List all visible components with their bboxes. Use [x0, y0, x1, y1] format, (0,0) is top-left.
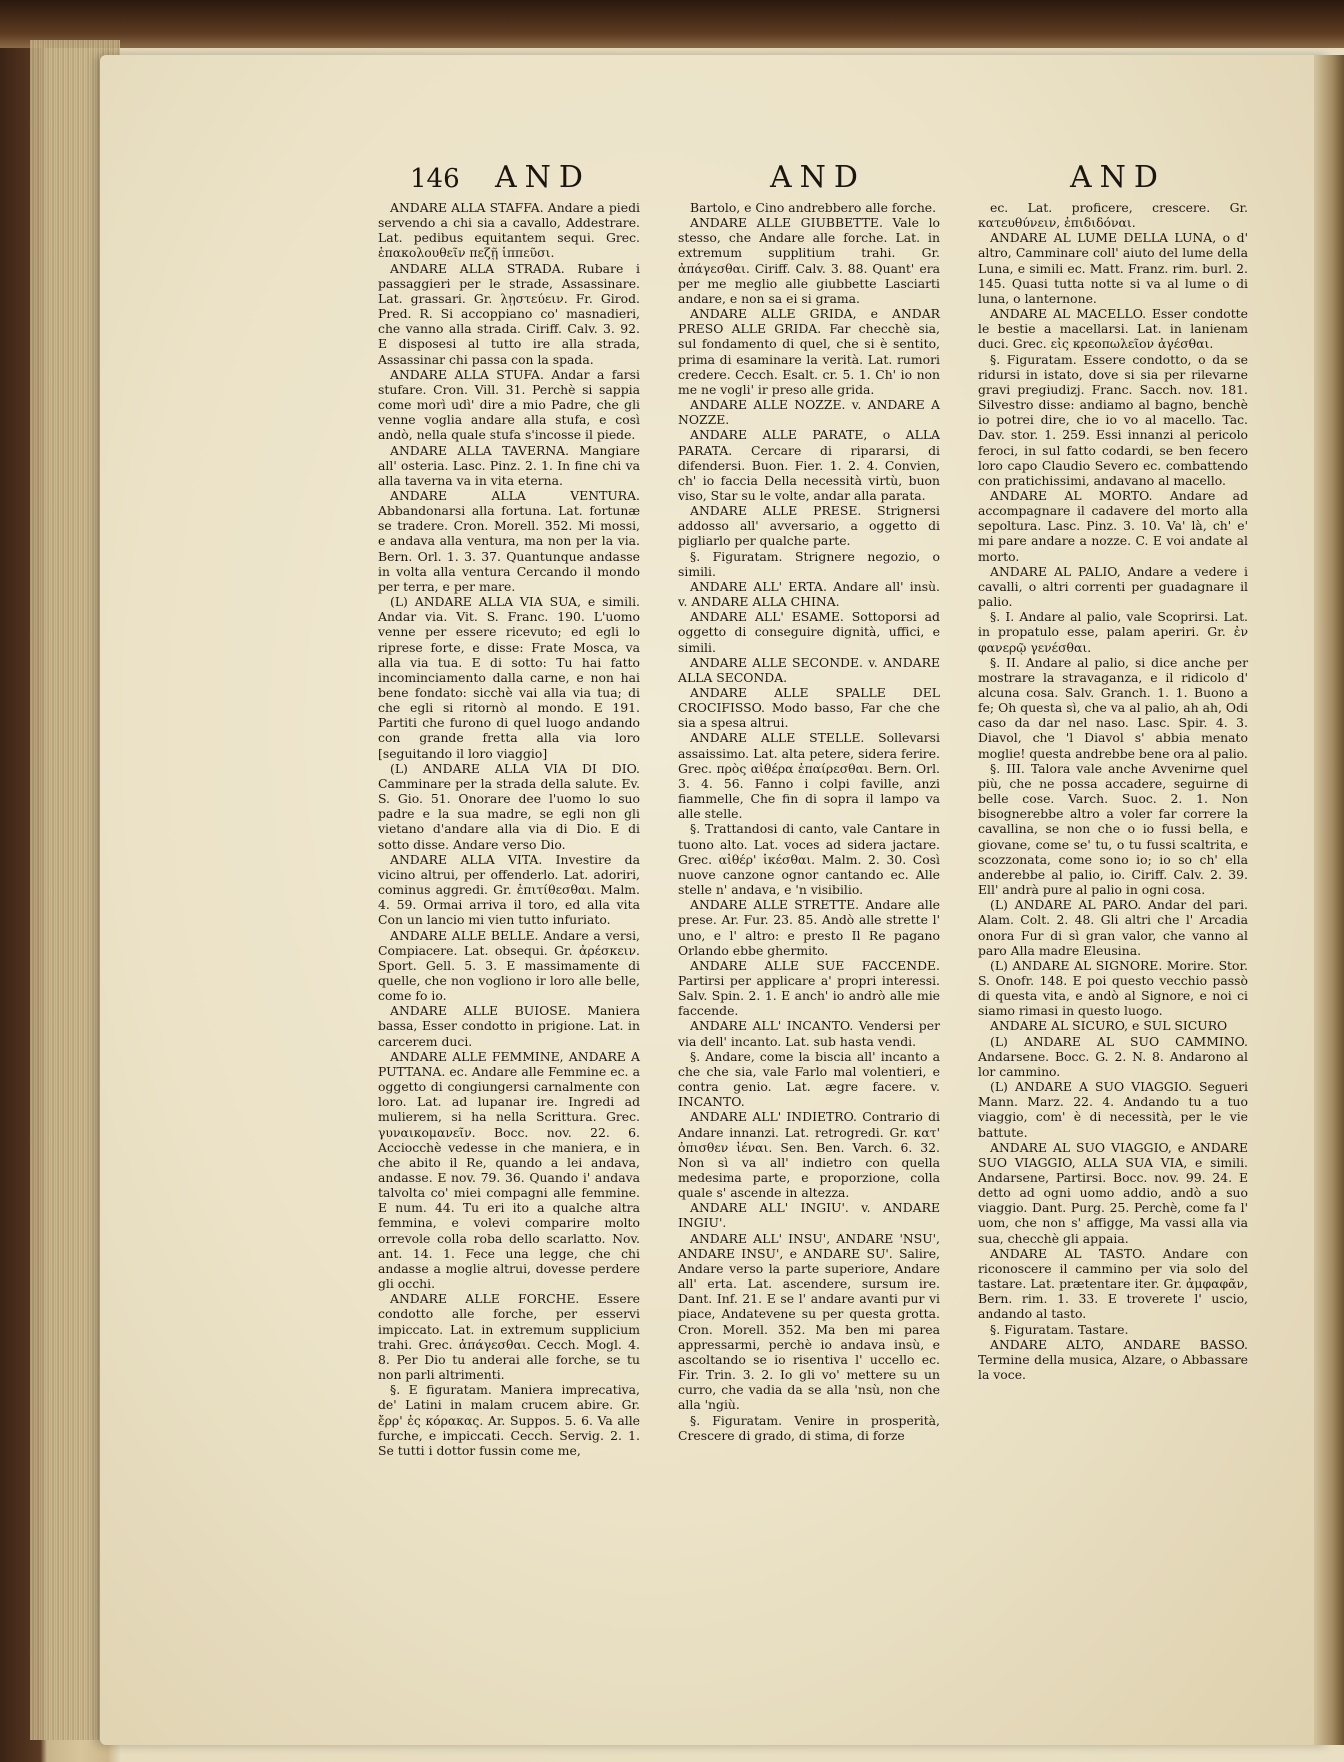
dictionary-entry: ANDARE ALLE NOZZE. v. ANDARE A NOZZE. [678, 397, 940, 428]
dictionary-entry: ANDARE ALLE BELLE. Andare a versi, Compiacere. Lat. obsequi. Gr. ἀρέσκειν. Sport. Gell. 5. 3. E massimamente di quelle, che non vogliono ir loro alle belle, come fo io. [378, 927, 640, 1004]
page-header [410, 160, 1170, 200]
dictionary-entry: ANDARE AL MACELLO. Esser condotte le bestie a macellarsi. Lat. in lanienam duci. Grec. εἰς κρεοπωλεῖον ἀγέσθαι. [978, 306, 1248, 352]
dictionary-entry: ANDARE AL PALIO, Andare a vedere i cavalli, o altri correnti per guadagnare il palio. [978, 563, 1248, 610]
running-head-left: AND [495, 160, 591, 195]
dictionary-entry: Bartolo, e Cino andrebbero alle forche. [690, 200, 937, 215]
dictionary-entry: ANDARE ALLE BUIOSE. Maniera bassa, Esser condotto in prigione. Lat. in carcerem duci. [378, 1003, 640, 1049]
dictionary-entry: §. II. Andare al palio, si dice anche per mostrare la stravaganza, e il ridicolo d' alcuna cosa. Salv. Granch. 1. 1. Buono a fe; Oh questa sì, che va al palio, ah ah, Odi caso da dar nel naso. Lasc. Spir. 4. 3. Diavol, che 'l Diavol s' abbia menato moglie! questa andrebbe bene ora al palio. [978, 654, 1248, 761]
dictionary-entry: ANDARE ALLE GIUBBETTE. Vale lo stesso, che Andare alle forche. Lat. in extremum supplitium trahi. Gr. ἀπάγεσθαι. Ciriff. Calv. 3. 88. Quant' era per me meglio alle giubbette Lasciarti andare, e non sa ei si grama. [678, 215, 940, 306]
column-3 [978, 200, 1248, 1382]
dictionary-entry: ANDARE ALL' ERTA. Andare all' insù. v. ANDARE ALLA CHINA. [678, 578, 940, 610]
running-head-center: AND [770, 160, 866, 195]
book-top-edge [0, 0, 1344, 48]
dictionary-entry: ANDARE ALLE SECONDE. v. ANDARE ALLA SECONDA. [678, 654, 940, 685]
dictionary-entry: ANDARE AL SICURO, e SUL SICURO [990, 1018, 1228, 1034]
dictionary-entry: §. Trattandosi di canto, vale Cantare in tuono alto. Lat. voces ad sidera jactare. Grec. αἰθέρ' ἱκέσθαι. Malm. 2. 30. Così nuove canzone ognor cantando ec. Alle stelle n' andava, e 'n visibilio. [678, 821, 940, 898]
dictionary-entry: ANDARE ALLE SPALLE DEL CROCIFISSO. Modo basso, Far che che sia a spesa altrui. [678, 685, 940, 731]
book-gutter [1314, 55, 1344, 1745]
dictionary-entry: ANDARE ALL' ESAME. Sottoporsi ad oggetto di conseguire dignità, uffici, e simili. [678, 609, 940, 655]
dictionary-entry: §. III. Talora vale anche Avvenirne quel più, che ne possa accadere, seguirne di belle cose. Varch. Suoc. 2. 1. Non bisognerebbe altro a voler far correre la cavallina, se non che o io fussi bella, e giovane, come se' tu, o tu fussi scaltrita, e scozzonata, come sono io; io so ch' ella anderebbe al palio, io. Ciriff. Calv. 2. 39. Ell' andrà pure al palio in ogni cosa. [978, 760, 1248, 898]
column-2 [678, 200, 940, 1443]
dictionary-entry: ANDARE ALLE PRESE. Strignersi addosso all' avversario, a oggetto di pigliarlo per qualche parte. [678, 503, 940, 549]
dictionary-entry: ANDARE ALLA STUFA. Andar a farsi stufare. Cron. Vill. 31. Perchè si sappia come morì udì' dire a mio Padre, che gli venne voglia andare alla stufa, e così andò, nella quale stufa s'incosse il piede. [378, 366, 640, 443]
page-number: 146 [410, 164, 460, 194]
dictionary-entry: ANDARE AL SUO VIAGGIO, e ANDARE SUO VIAGGIO, ALLA SUA VIA, e simili. Andarsene, Partirsi. Bocc. nov. 99. 24. E detto ad ogni uomo addio, andò a suo viaggio. Dant. Purg. 25. Perchè, come fa l' uom, che non s' affigge, Ma vassi alla via sua, checchè gli appaia. [978, 1139, 1248, 1246]
dictionary-entry: §. Figuratam. Essere condotto, o da se ridursi in istato, dove si sia per rilevarne gravi pregiudizj. Franc. Sacch. nov. 181. Silvestro disse: andiamo al bagno, benchè io potrei dire, che io vo al macello. Tac. Dav. stor. 1. 259. Essi innanzi al pericolo feroci, in sul fatto codardi, se ben fecero loro capo Claudio Severo ec. combattendo con pratichissimi, andavano al macello. [978, 351, 1248, 488]
dictionary-entry: ANDARE AL TASTO. Andare con riconoscere il cammino per via solo del tastare. Lat. prætentare iter. Gr. ἀμφαφᾶν, Bern. rim. 1. 33. E troverete l' uscio, andando al tasto. [978, 1245, 1248, 1322]
dictionary-entry: ANDARE ALLE GRIDA, e ANDAR PRESO ALLE GRIDA. Far checchè sia, sul fondamento di quel, che si è sentito, prima di esaminare la verità. Lat. rumori credere. Cecch. Esalt. cr. 5. 1. Ch' io non me ne vogli' ir preso alle grida. [678, 306, 940, 397]
dictionary-entry: ANDARE ALLA VITA. Investire da vicino altrui, per offenderlo. Lat. adoriri, cominus aggredi. Gr. ἐπιτίθεσθαι. Malm. 4. 59. Ormai arriva il toro, ed alla vita Con un lancio mi vien tutto infuriato. [378, 851, 640, 928]
dictionary-entry: ANDARE ALL' INCANTO. Vendersi per via dell' incanto. Lat. sub hasta vendi. [678, 1018, 940, 1049]
dictionary-entry: ANDARE ALTO, ANDARE BASSO. Termine della musica, Alzare, o Abbassare la voce. [978, 1336, 1248, 1383]
dictionary-entry: (L) ANDARE ALLA VIA DI DIO. Camminare per la strada della salute. Ev. S. Gio. 51. Onorare dee l'uomo lo suo padre e la sua madre, se egli non gli vietano d'andare alla via di Dio. E di sotto disse. Andare verso Dio. [378, 760, 640, 852]
dictionary-entry: ANDARE ALLE SUE FACCENDE. Partirsi per applicare a' propri interessi. Salv. Spin. 2. 1. E anch' io andrò alle mie faccende. [678, 957, 940, 1019]
dictionary-entry: ANDARE ALLE STRETTE. Andare alle prese. Ar. Fur. 23. 85. Andò alle strette l' uno, e l' altro: e presto Il Re pagano Orlando ebbe ghermito. [678, 897, 940, 958]
dictionary-entry: ANDARE ALLE FEMMINE, ANDARE A PUTTANA. ec. Andare alle Femmine ec. a oggetto di congiungersi carnalmente con loro. Lat. ad lupanar ire. Ingredi ad mulierem, si ha nella Scrittura. Grec. γυναικομανεῖν. Bocc. nov. 22. 6. Acciocchè vedesse in che maniera, e in che abito il Re, quando a lei andava, andasse. E nov. 79. 36. Quando i' andava talvolta co' miei compagni alle femmine. E num. 44. Tu eri ito a qualche altra femmina, e volevi comparire molto orrevole colla roba dello scarlatto. Nov. ant. 14. 1. Fece una legge, che chi andasse a moglie altrui, dovesse perdere gli occhi. [378, 1048, 640, 1292]
dictionary-entry: §. E figuratam. Maniera imprecativa, de' Latini in malam crucem abire. Gr. ἔρρ' ἐς κόρακας. Ar. Suppos. 5. 6. Va alle furche, e impiccati. Cecch. Servig. 2. 1. Se tutti i dottor fussin come me, [378, 1382, 640, 1458]
dictionary-entry: ANDARE ALLA STAFFA. Andare a piedi servendo a chi sia a cavallo, Addestrare. Lat. pedibus equitantem sequi. Grec. ἑπακολουθεῖν πεζῇ ἱππεῦσι. [378, 200, 640, 261]
dictionary-entry: ANDARE ALL' INSU', ANDARE 'NSU', ANDARE INSU', e ANDARE SU'. Salire, Andare verso la parte superiore, Andare all' erta. Lat. ascendere, sursum ire. Dant. Inf. 21. E se l' andare avanti pur vi piace, Andatevene su per questa grotta. Cron. Morell. 352. Ma ben mi parea appressarmi, perchè io andava insù, e ascoltando se io risentiva l' uccello ec. Fir. Trin. 3. 2. Io gli vo' mettere su un curro, che vadia da se alla 'nsù, non che alla 'ngiù. [678, 1230, 940, 1413]
dictionary-entry: ANDARE ALLE FORCHE. Essere condotto alle forche, per esservi impiccato. Lat. in extremum supplicium trahi. Grec. ἀπάγεσθαι. Cecch. Mogl. 4. 8. Per Dio tu anderai alle forche, se tu non parli altrimenti. [378, 1291, 640, 1383]
dictionary-entry: ANDARE ALLE PARATE, o ALLA PARATA. Cercare di ripararsi, di difendersi. Buon. Fier. 1. 2. 4. Convien, ch' io faccia Della necessità virtù, buon viso, Star su le volte, andar alla parata. [678, 427, 940, 503]
dictionary-entry: (L) ANDARE AL PARO. Andar del pari. Alam. Colt. 2. 48. Gli altri che l' Arcadia onora Fur di sì gran valor, che vanno al paro Alla madre Eleusina. [978, 897, 1248, 958]
column-1 [378, 200, 640, 1458]
dictionary-entry: ANDARE ALL' INDIETRO. Contrario di Andare innanzi. Lat. retrogredi. Gr. κατ' ὀπισθεν ἰέναι. Sen. Ben. Varch. 6. 32. Non sì va all' indietro con quella medesima parte, e proporzione, colla quale s' ascende in altezza. [678, 1109, 940, 1201]
running-head-right: AND [1070, 160, 1166, 195]
dictionary-entry: ANDARE ALLA TAVERNA. Mangiare all' osteria. Lasc. Pinz. 2. 1. In fine chi va alla taverna va in vita eterna. [378, 442, 640, 488]
dictionary-entry: §. I. Andare al palio, vale Scoprirsi. Lat. in propatulo esse, palam aperiri. Gr. ἐν φανερῷ γενέσθαι. [978, 609, 1248, 655]
dictionary-entry: (L) ANDARE ALLA VIA SUA, e simili. Andar via. Vit. S. Franc. 190. L'uomo venne per essere ricevuto; ed egli lo riprese forte, e disse: Frate Mosca, va alla via tua. E di sotto: Tu hai fatto incominciamento dalla carne, e non hai bene fondato: sicchè vai alla via tua; di che egli si ritornò al mondo. E 191. Partiti che furono di quel luogo andando con grande fretta alla via loro [seguitando il loro viaggio] [378, 594, 640, 761]
dictionary-entry: ANDARE AL MORTO. Andare ad accompagnare il cadavere del morto alla sepoltura. Lasc. Pinz. 3. 10. Va' là, ch' e' mi pare andare a nozze. C. E voi andate al morto. [978, 487, 1248, 564]
dictionary-entry: ec. Lat. proficere, crescere. Gr. κατευθύνειν, ἐπιδιδόναι. [978, 200, 1248, 231]
dictionary-entry: §. Figuratam. Strignere negozio, o simili. [678, 548, 940, 579]
dictionary-entry: (L) ANDARE A SUO VIAGGIO. Segueri Mann. Marz. 22. 4. Andando tu a tuo viaggio, com' è di necessità, per le vie battute. [978, 1079, 1248, 1140]
dictionary-entry: ANDARE ALLA VENTURA. Abbandonarsi alla fortuna. Lat. fortunæ se tradere. Cron. Morell. 352. Mi mossi, e andava alla ventura, ma non per la via. Bern. Orl. 1. 3. 37. Quantunque andasse in volta alla ventura Cercando il mondo per terra, e per mare. [378, 487, 640, 594]
dictionary-entry: ANDARE ALLE STELLE. Sollevarsi assaissimo. Lat. alta petere, sidera ferire. Grec. πρὸς αἰθέρα ἐπαίρεσθαι. Bern. Orl. 3. 4. 56. Fanno i colpi faville, anzi fiammelle, Che fin di sopra il lampo va alle stelle. [678, 730, 940, 822]
dictionary-entry: §. Figuratam. Venire in prosperità, Crescere di grado, di stima, di forze [678, 1412, 940, 1443]
dictionary-entry: §. Figuratam. Tastare. [990, 1321, 1129, 1337]
dictionary-entry: ANDARE AL LUME DELLA LUNA, o d' altro, Camminare coll' aiuto del lume della Luna, e simili ec. Matt. Franz. rim. burl. 2. 145. Quasi tutta notte si va al lume o di luna, o lanternone. [978, 230, 1248, 306]
dictionary-entry: (L) ANDARE AL SUO CAMMINO. Andarsene. Bocc. G. 2. N. 8. Andarono al lor cammino. [978, 1033, 1248, 1079]
dictionary-entry: §. Andare, come la biscia all' incanto a che che sia, vale Farlo mal volentieri, e contra genio. Lat. ægre facere. v. INCANTO. [678, 1048, 940, 1110]
dictionary-entry: ANDARE ALLA STRADA. Rubare i passaggieri per le strade, Assassinare. Lat. grassari. Gr. λῃστεύειν. Fr. Girod. Pred. R. Si accoppiano co' masnadieri, che vanno alla strada. Ciriff. Calv. 3. 92. E disposesi al tutto ire alla strada, Assassinar chi passa con la spada. [378, 260, 640, 367]
text-columns [378, 200, 1248, 1458]
dictionary-entry: (L) ANDARE AL SIGNORE. Morire. Stor. S. Onofr. 148. E poi questo vecchio passò di questa vita, e andò al Signore, e noi ci siamo rimasi in questo luogo. [978, 957, 1248, 1019]
dictionary-entry: ANDARE ALL' INGIU'. v. ANDARE INGIU'. [678, 1200, 940, 1231]
